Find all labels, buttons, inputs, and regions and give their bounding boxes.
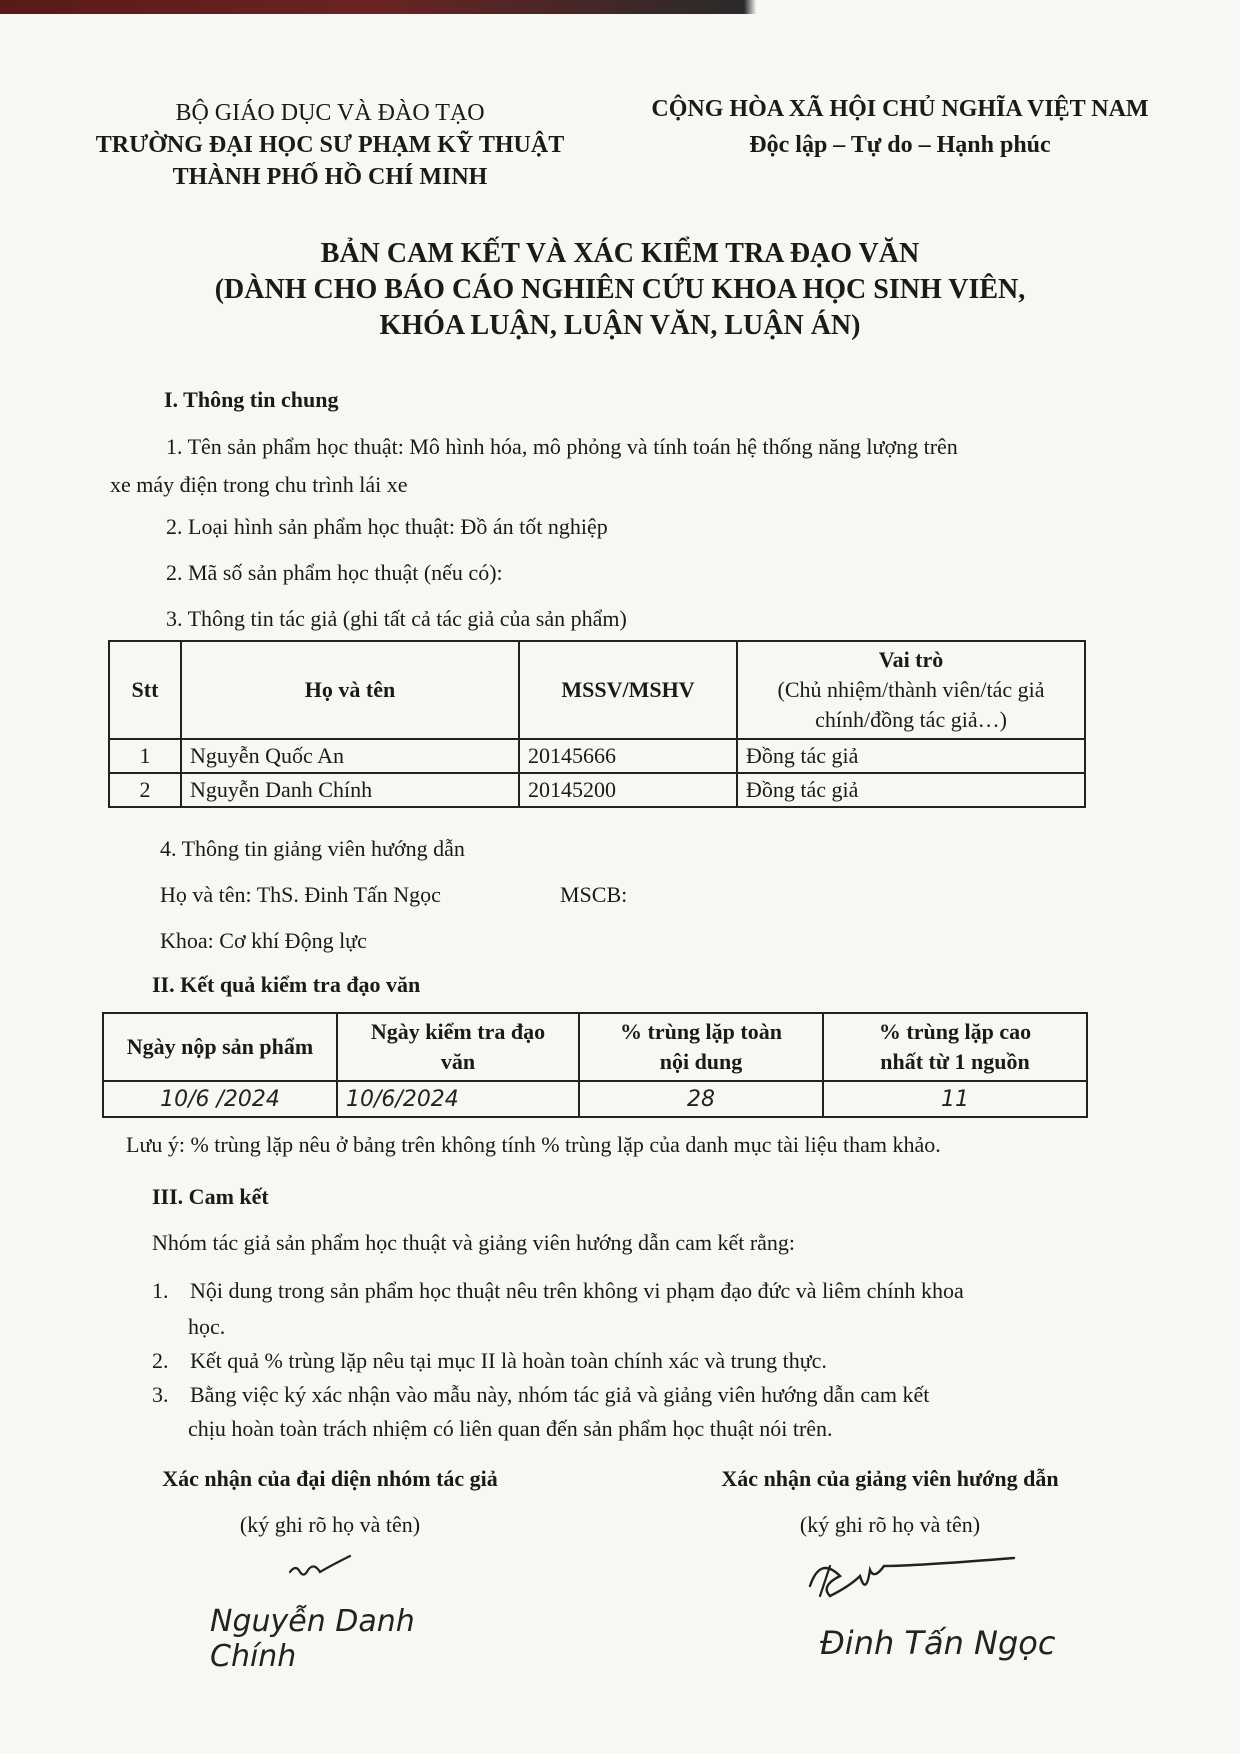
- overall-similarity-value: 28: [579, 1081, 823, 1117]
- col-role-title: Vai trò: [878, 647, 944, 672]
- col-check-date-2: văn: [440, 1049, 476, 1074]
- section-1-heading: I. Thông tin chung: [164, 387, 339, 412]
- author-signed-name: Nguyễn Danh Chính: [210, 1604, 415, 1674]
- document-subtitle-1: (DÀNH CHO BÁO CÁO NGHIÊN CỨU KHOA HỌC SINH VIÊN,: [214, 274, 1026, 305]
- col-role-hint-1: (Chủ nhiệm/thành viên/tác giả: [777, 677, 1045, 702]
- author-1-role: Đồng tác giả: [737, 739, 1085, 773]
- country-name: CỘNG HÒA XÃ HỘI CHỦ NGHĨA VIỆT NAM: [651, 96, 1149, 122]
- author-signature: [250, 1550, 430, 1590]
- submit-date-value: 10/6 /2024: [103, 1081, 337, 1117]
- author-sign-hint: (ký ghi rõ họ và tên): [239, 1512, 421, 1537]
- col-name: Họ và tên: [181, 641, 519, 739]
- ministry-name: BỘ GIÁO DỤC VÀ ĐÀO TẠO: [175, 100, 485, 126]
- col-check-date-1: Ngày kiểm tra đạo: [370, 1019, 546, 1044]
- product-type: 2. Loại hình sản phẩm học thuật: Đồ án tốt nghiệp: [166, 514, 608, 539]
- section-3-heading: III. Cam kết: [152, 1184, 269, 1209]
- col-role-hint-2: chính/đồng tác giả…): [815, 707, 1007, 732]
- author-confirmation-title: Xác nhận của đại diện nhóm tác giả: [162, 1466, 498, 1491]
- document-title: BẢN CAM KẾT VÀ XÁC KIỂM TRA ĐẠO VĂN: [320, 238, 920, 269]
- product-name-line-1: 1. Tên sản phẩm học thuật: Mô hình hóa, mô phỏng và tính toán hệ thống năng lượng trên: [166, 434, 958, 459]
- table-row: [109, 773, 1085, 807]
- col-role: [737, 641, 1085, 739]
- author-2-stt: 2: [109, 773, 181, 807]
- commitment-1-number: 1.: [152, 1278, 169, 1303]
- col-overall-similarity-1: % trùng lặp toàn: [620, 1019, 782, 1044]
- university-name: TRƯỜNG ĐẠI HỌC SƯ PHẠM KỸ THUẬT: [95, 132, 565, 158]
- advisor-confirmation-title: Xác nhận của giảng viên hướng dẫn: [721, 1466, 1059, 1491]
- scan-edge: [0, 0, 1240, 14]
- col-max-single-source-1: % trùng lặp cao: [878, 1019, 1032, 1044]
- author-1-name: Nguyễn Quốc An: [181, 739, 519, 773]
- col-max-single-source: [823, 1013, 1087, 1081]
- col-overall-similarity-2: nội dung: [659, 1049, 743, 1074]
- advisor-mscb: MSCB:: [560, 882, 628, 907]
- commitment-3-number: 3.: [152, 1382, 169, 1407]
- product-name-line-2: xe máy điện trong chu trình lái xe: [110, 472, 408, 497]
- advisor-heading: 4. Thông tin giảng viên hướng dẫn: [160, 836, 465, 861]
- author-2-name: Nguyễn Danh Chính: [181, 773, 519, 807]
- commitment-2-number: 2.: [152, 1348, 169, 1373]
- table-row: [109, 739, 1085, 773]
- advisor-signed-name: Đinh Tấn Ngọc: [820, 1624, 1056, 1662]
- product-code: 2. Mã số sản phẩm học thuật (nếu có):: [166, 560, 503, 585]
- check-date-value: 10/6/2024: [337, 1081, 579, 1117]
- author-1-stt: 1: [109, 739, 181, 773]
- col-stt: Stt: [109, 641, 181, 739]
- author-2-id: 20145200: [519, 773, 737, 807]
- commitment-2: Kết quả % trùng lặp nêu tại mục II là hoàn toàn chính xác và trung thực.: [190, 1348, 827, 1373]
- commitment-intro: Nhóm tác giả sản phẩm học thuật và giảng viên hướng dẫn cam kết rằng:: [152, 1230, 796, 1255]
- author-2-role: Đồng tác giả: [737, 773, 1085, 807]
- authors-table: [108, 640, 1086, 808]
- table-row: [103, 1081, 1087, 1117]
- col-max-single-source-2: nhất từ 1 nguồn: [880, 1049, 1030, 1074]
- section-2-heading: II. Kết quả kiểm tra đạo văn: [152, 972, 421, 997]
- advisor-signature: [790, 1546, 1050, 1616]
- advisor-name: Họ và tên: ThS. Đinh Tấn Ngọc: [160, 882, 441, 907]
- commitment-3-line-1: Bằng việc ký xác nhận vào mẫu này, nhóm tác giả và giảng viên hướng dẫn cam kết: [190, 1382, 930, 1407]
- plagiarism-note: Lưu ý: % trùng lặp nêu ở bảng trên không tính % trùng lặp của danh mục tài liệu tham khảo.: [126, 1132, 941, 1157]
- commitment-1-line-1: Nội dung trong sản phẩm học thuật nêu trên không vi phạm đạo đức và liêm chính khoa: [190, 1278, 964, 1303]
- commitment-1-line-2: học.: [188, 1314, 226, 1339]
- advisor-sign-hint: (ký ghi rõ họ và tên): [799, 1512, 981, 1537]
- col-check-date: [337, 1013, 579, 1081]
- col-overall-similarity: [579, 1013, 823, 1081]
- university-city: THÀNH PHỐ HỒ CHÍ MINH: [172, 164, 488, 190]
- col-id: MSSV/MSHV: [519, 641, 737, 739]
- col-submit-date: Ngày nộp sản phẩm: [103, 1013, 337, 1081]
- advisor-faculty: Khoa: Cơ khí Động lực: [160, 928, 367, 953]
- author-1-id: 20145666: [519, 739, 737, 773]
- author-info-heading: 3. Thông tin tác giả (ghi tất cả tác giả của sản phẩm): [166, 606, 627, 631]
- document-subtitle-2: KHÓA LUẬN, LUẬN VĂN, LUẬN ÁN): [379, 310, 861, 341]
- plagiarism-table: [102, 1012, 1088, 1118]
- commitment-3-line-2: chịu hoàn toàn trách nhiệm có liên quan đến sản phẩm học thuật nói trên.: [188, 1416, 833, 1441]
- max-source-value: 11: [823, 1081, 1087, 1117]
- national-motto: Độc lập – Tự do – Hạnh phúc: [749, 132, 1051, 158]
